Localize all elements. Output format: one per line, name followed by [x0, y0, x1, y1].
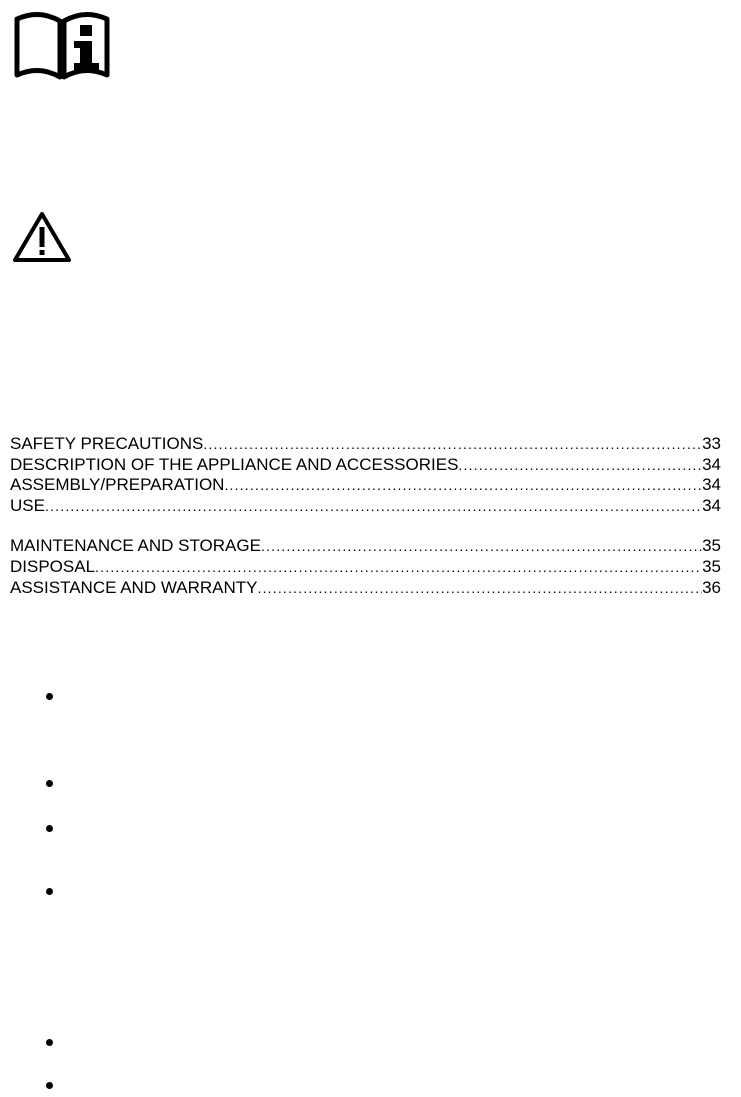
toc-entry[interactable]: [10, 557, 721, 578]
bullet-point: [45, 1038, 55, 1048]
toc-entry-title: USE: [10, 495, 45, 515]
toc-entry[interactable]: [10, 578, 721, 599]
toc-entry-page: 33: [702, 434, 721, 453]
toc-entry-title: MAINTENANCE AND STORAGE: [10, 536, 261, 556]
toc-entry[interactable]: [10, 536, 721, 557]
toc-dot-leader: [224, 475, 702, 496]
toc-entry-title: DESCRIPTION OF THE APPLIANCE AND ACCESSORIES: [10, 454, 459, 474]
toc-dot-leader: [95, 557, 702, 578]
bullet-point: [45, 779, 55, 789]
toc-entry-title: DISPOSAL: [10, 556, 96, 576]
bullet-point: [45, 1081, 55, 1091]
bullet-point: [45, 887, 55, 897]
toc-entry-title: ASSISTANCE AND WARRANTY: [10, 577, 258, 597]
toc-entry[interactable]: [10, 455, 721, 476]
toc-entry[interactable]: [10, 434, 721, 455]
toc-dot-leader: [261, 536, 702, 557]
toc-entry-page: 35: [702, 536, 721, 556]
bullet-point: [45, 692, 55, 702]
toc-dot-leader: [45, 496, 702, 517]
toc-dot-leader: [203, 434, 702, 455]
warning-icon: [12, 211, 72, 263]
toc-entry-page: 36: [702, 577, 721, 597]
toc-dot-leader: [458, 455, 702, 476]
toc-entry-page: 34: [702, 454, 721, 474]
toc-entry[interactable]: [10, 475, 721, 496]
toc-entry-page: 34: [702, 495, 721, 515]
toc-entry-page: 35: [702, 556, 721, 576]
toc-entry-page: 34: [702, 475, 721, 495]
toc-dot-leader: [257, 578, 702, 599]
bullet-point: [45, 824, 55, 834]
manual-info-icon: [13, 11, 111, 81]
toc-entry-title: ASSEMBLY/PREPARATION: [10, 475, 225, 495]
toc-entry[interactable]: [10, 496, 721, 517]
table-of-contents: [10, 434, 721, 598]
toc-entry-title: SAFETY PRECAUTIONS: [10, 434, 204, 453]
